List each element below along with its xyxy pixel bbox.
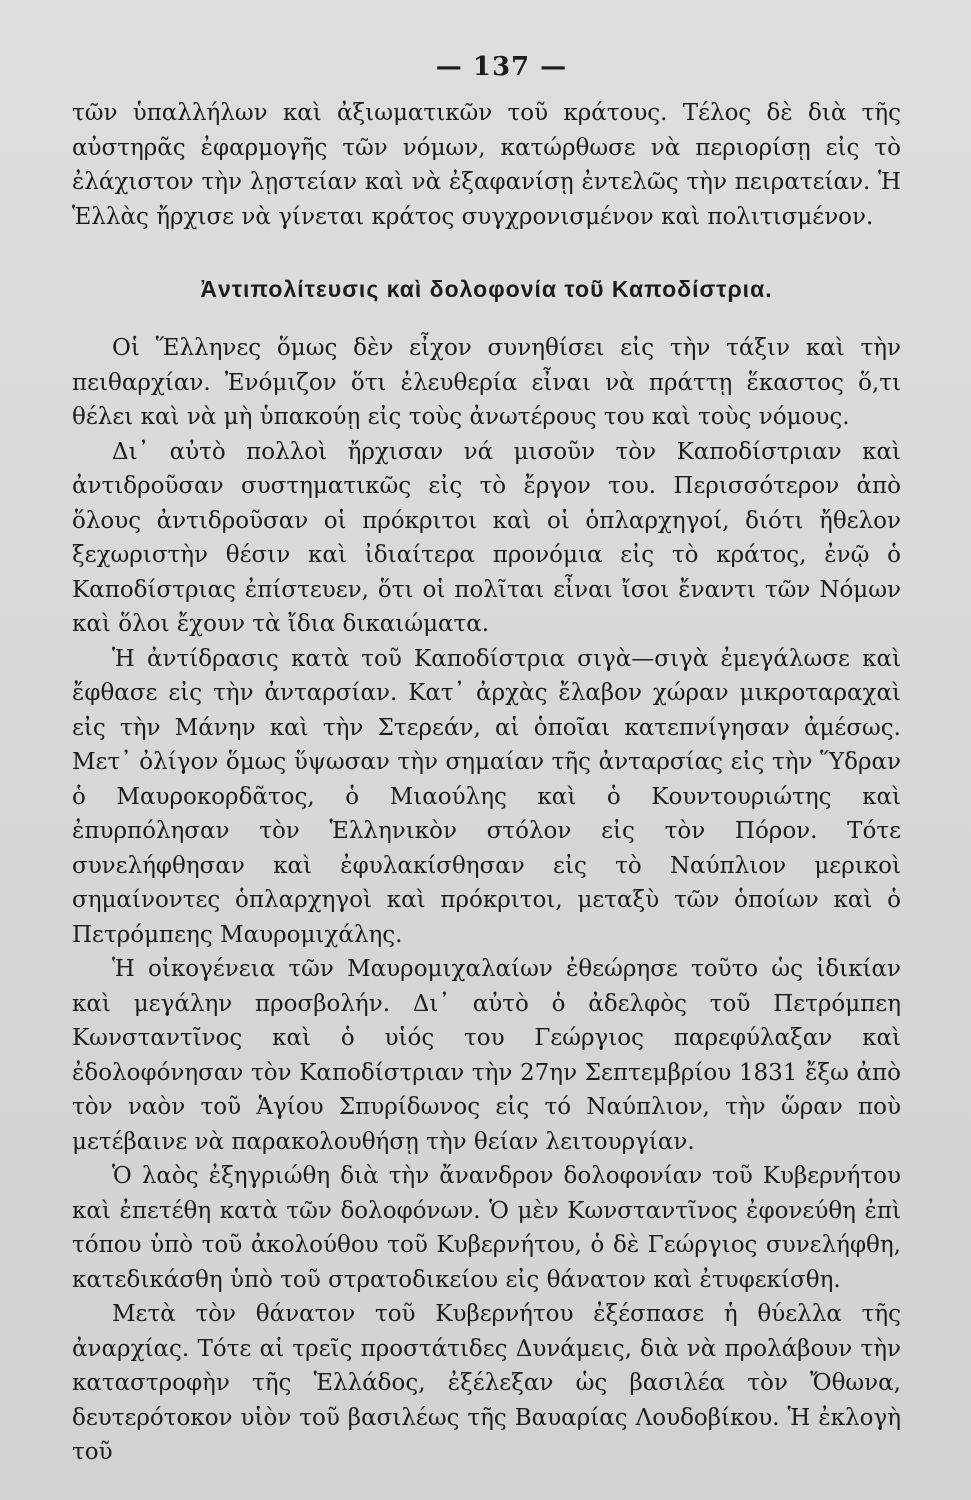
paragraph-3: Ἡ ἀντίδρασις κατὰ τοῦ Καποδίστρια σιγὰ—σιγὰ ἐμεγάλωσε καὶ ἔφθασε εἰς τὴν ἀνταρσίαν. Κατ᾿ ἀρχὰς ἔλαβον χώραν μικροταραχαὶ εἰς τὴν Μάνην καὶ τὴν Στερεάν, αἱ ὁποῖαι κατεπνίγησαν ἀμέσως. Μετ᾿ ὀλίγον ὅμως ὕψωσαν τὴν σημαίαν τῆς ἀνταρσίας εἰς τὴν Ὕδραν ὁ Μαυροκορδᾶτος, ὁ Μιαούλης καὶ ὁ Κουντουριώτης καὶ ἐπυρπόλησαν τὸν Ἑλληνικὸν στόλον εἰς τὸν Πόρον. Τότε συνελήφθησαν καὶ ἐφυλακίσθησαν εἰς τὸ Ναύπλιον μερικοὶ σημαίνοντες ὁπλαρχηγοὶ καὶ πρόκριτοι, μεταξὺ τῶν ὁποίων καὶ ὁ Πετρόμπεης Μαυρομιχάλης. [72,645,901,948]
paragraph-4: Ἡ οἰκογένεια τῶν Μαυρομιχαλαίων ἐθεώρησε τοῦτο ὡς ἰδικίαν καὶ μεγάλην προσβολήν. Δι᾿ αὐτὸ ὁ ἀδελφὸς τοῦ Πετρόμπεη Κωνσταντῖνος καὶ ὁ υἱός του Γεώργιος παρεφύλαξαν καὶ ἐδολοφόνησαν τὸν Καποδίστριαν τὴν 27ην Σεπτεμβρίου 1831 ἔξω ἀπὸ τὸν ναὸν τοῦ Ἁγίου Σπυρίδωνος εἰς τό Ναύπλιον, τὴν ὥραν ποὺ μετέβαινε νὰ παρακολουθήσῃ τὴν θείαν λειτουργίαν. [72,956,901,1155]
intro-paragraph: τῶν ὑπαλλήλων καὶ ἀξιωματικῶν τοῦ κράτους. Τέλος δὲ διὰ τῆς αὐστηρᾶς ἐφαρμογῆς τῶν νόμων, κατώρθωσε νὰ περιορίσῃ εἰς τὸ ἐλάχιστον τὴν λῃστείαν καὶ νὰ ἐξαφανίσῃ ἐντελῶς τὴν πειρατείαν. Ἡ Ἑλλὰς ἤρχισε νὰ γίνεται κράτος συγχρονισμένον καὶ πολιτισμένον. [72,100,901,230]
section-heading: Ἀντιπολίτευσις καὶ δολοφονία τοῦ Καποδίστρια. [200,276,773,302]
paragraph-2: Δι᾿ αὐτὸ πολλοὶ ἤρχισαν νά μισοῦν τὸν Καποδίστριαν καὶ ἀντιδροῦσαν συστηματικῶς εἰς τὸ ἔργον του. Περισσότερον ἀπὸ ὅλους ἀντιδροῦσαν οἱ πρόκριτοι καὶ οἱ ὁπλαρχηγοί, διότι ἤθελον ξεχωριστὴν θέσιν καὶ ἰδιαίτερα προνόμια εἰς τὸ κράτος, ἐνῷ ὁ Καποδίστριας ἐπίστευεν, ὅτι οἱ πολῖται εἶναι ἴσοι ἔναντι τῶν Νόμων καὶ ὅλοι ἔχουν τὰ ἴδια δικαιώματα. [72,438,901,637]
paragraph-6: Μετὰ τὸν θάνατον τοῦ Κυβερνήτου ἐξέσπασε ἡ θύελλα τῆς ἀναρχίας. Τότε αἱ τρεῖς προστάτιδες Δυνάμεις, διὰ νὰ προλάβουν τὴν καταστροφὴν τῆς Ἑλλάδος, ἐξέλεξαν ὡς βασιλέα τὸν Ὄθωνα, δευτερότοκον υἱὸν τοῦ βασιλέως τῆς Βαυαρίας Λουδοβίκου. Ἡ ἐκλογὴ τοῦ [72,1301,901,1465]
paragraph-5: Ὁ λαὸς ἐξηγριώθη διὰ τὴν ἄνανδρον δολοφονίαν τοῦ Κυβερνήτου καὶ ἐπετέθη κατὰ τῶν δολοφόνων. Ὁ μὲν Κωνσταντῖνος ἐφονεύθη ἐπὶ τόπου ὑπὸ τοῦ ἀκολούθου τοῦ Κυβερνήτου, ὁ δὲ Γεώργιος συνελήφθη, κατεδικάσθη ὑπὸ τοῦ στρατοδικείου εἰς θάνατον καὶ ἐτυφεκίσθη. [72,1163,901,1293]
paragraph-1: Οἱ Ἕλληνες ὅμως δὲν εἶχον συνηθίσει εἰς τὴν τάξιν καὶ τὴν πειθαρχίαν. Ἐνόμιζον ὅτι ἐλευθερία εἶναι νὰ πράττῃ ἕκαστος ὅ,τι θέλει καὶ νὰ μὴ ὑπακούῃ εἰς τοὺς ἀνωτέρους του καὶ τοὺς νόμους. [72,335,901,430]
page-number: — 137 — [435,52,568,82]
